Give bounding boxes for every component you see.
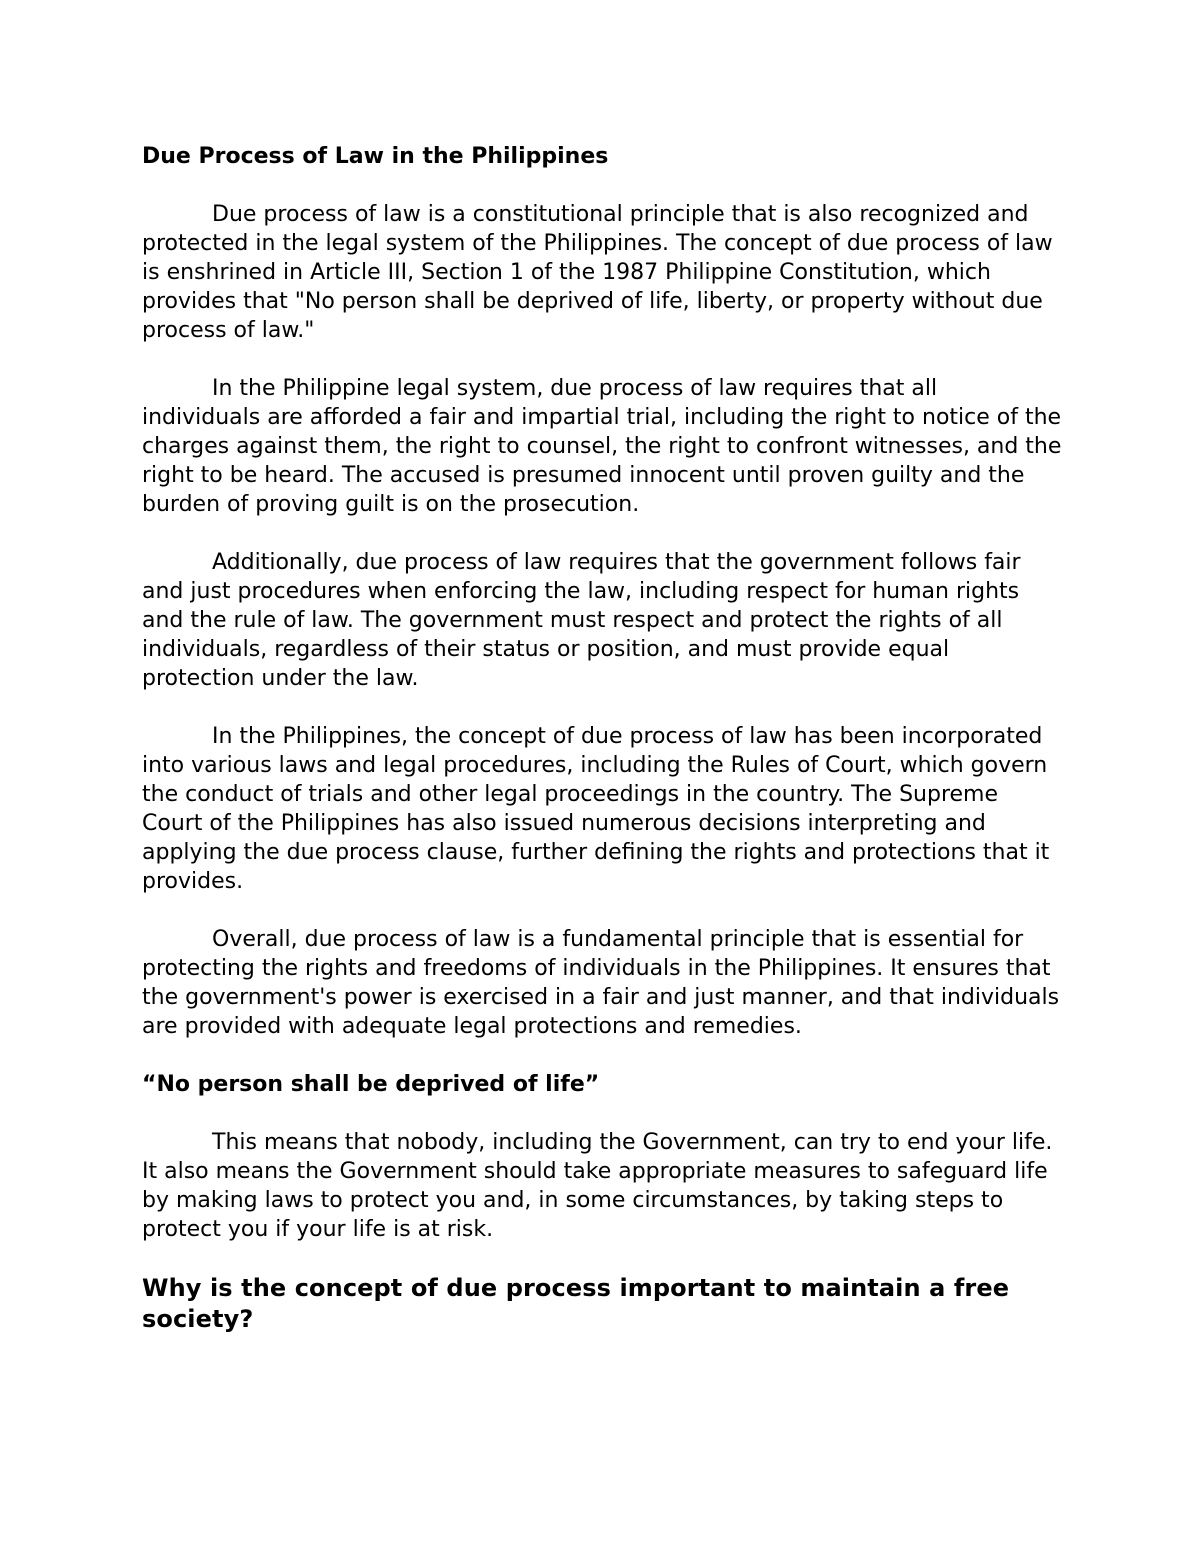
paragraph: This means that nobody, including the Government, can try to end your life. It also means the Government should take appropriate measures to safeguard life by making laws to protect you and, in some circumstances, by taking steps to protect you if your life is at risk. <box>142 1130 1053 1242</box>
paragraph: Due process of law is a constitutional principle that is also recognized and protected in the legal system of the Philippines. The concept of due process of law is enshrined in Article III, Section 1 of the 1987 Philippine Constitution, which provides that "No person shall be deprived of life, liberty, or property without due process of law." <box>142 202 1053 343</box>
paragraph: In the Philippine legal system, due process of law requires that all individuals are afforded a fair and impartial trial, including the right to notice of the charges against them, the right to counsel, the right to confront witnesses, and the right to be heard. The accused is presumed innocent until proven guilty and the burden of proving guilt is on the prosecution. <box>142 376 1062 517</box>
paragraph: Overall, due process of law is a fundamental principle that is essential for protecting the rights and freedoms of individuals in the Philippines. It ensures that the government's power is exercised in a fair and just manner, and that individuals are provided with adequate legal protections and remedies. <box>142 927 1060 1039</box>
paragraph: Additionally, due process of law requires that the government follows fair and just procedures when enforcing the law, including respect for human rights and the rule of law. The government must respect and protect the rights of all individuals, regardless of their status or position, and must provide equal protection under the law. <box>142 550 1021 691</box>
paragraph: In the Philippines, the concept of due process of law has been incorporated into various laws and legal procedures, including the Rules of Court, which govern the conduct of trials and other legal proceedings in the country. The Supreme Court of the Philippines has also issued numerous decisions interpreting and applying the due process clause, further defining the rights and protections that it provides. <box>142 724 1050 894</box>
document-page <box>142 142 1062 1335</box>
section-heading: “No person shall be deprived of life” <box>142 1072 600 1097</box>
document-title: Due Process of Law in the Philippines <box>142 144 609 169</box>
question-heading: Why is the concept of due process important to maintain a free society? <box>142 1274 1010 1333</box>
